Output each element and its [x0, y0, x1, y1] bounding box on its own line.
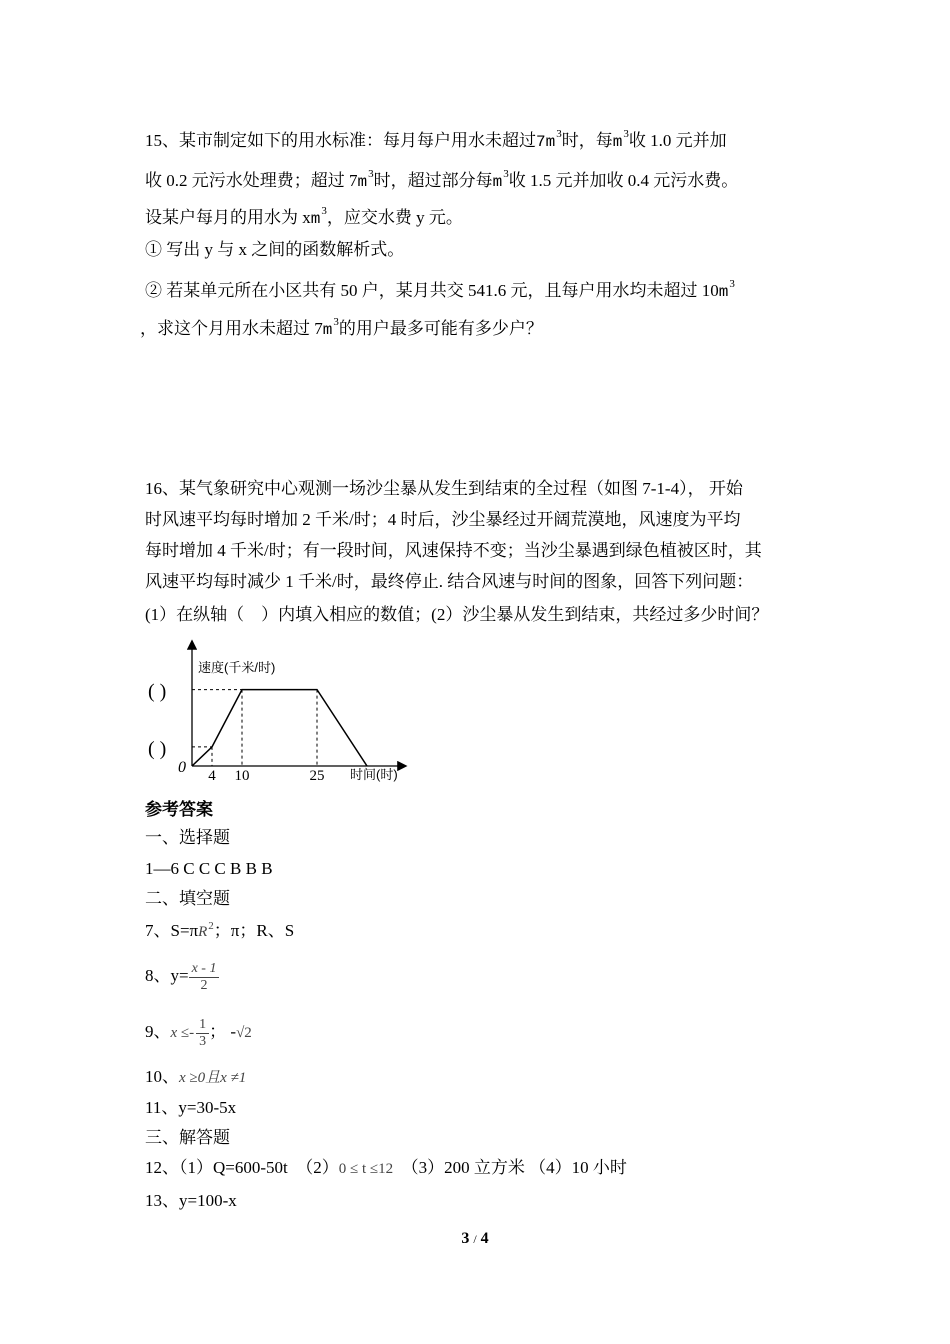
q16-line3: 每时增加 4 千米/时；有一段时间，风速保持不变；当沙尘暴遇到绿色植被区时，其	[145, 541, 762, 560]
section-3: 三、解答题	[145, 1128, 230, 1147]
y-tick-labels	[148, 681, 166, 760]
q16-line2: 时风速平均每时增加 2 千米/时；4 时后，沙尘暴经过开阔荒漠地，风速度为平均	[145, 510, 741, 529]
y-tick-blank: ( )	[148, 680, 167, 703]
y-axis-label: 速度(千米/时)	[198, 660, 276, 675]
x-tick-label: 4	[208, 768, 216, 784]
answer-13: 13、y=100-x	[145, 1191, 237, 1210]
answer-7: 7、$S=\pi R^2$；π；R、S	[145, 920, 295, 940]
x-tick-labels	[208, 768, 324, 784]
answer-9: 9、x ≤- $\frac{1}{3}$ ； -√2	[145, 1016, 252, 1049]
wind-speed-line	[192, 690, 367, 766]
x-tick-label: 10	[234, 768, 250, 784]
x-tick-label: 25	[309, 768, 325, 784]
q16-line5: (1）在纵轴（ ）内填入相应的数值；(2）沙尘暴从发生到结束，共经过多少时间？	[145, 605, 769, 624]
answers-heading: 参考答案	[145, 800, 213, 819]
answer-12: 12、（1）Q=600-50t （2）0 ≤ t ≤12 （3）200 立方米 （4）10 小时	[145, 1158, 627, 1177]
section-2: 二、填空题	[145, 889, 230, 908]
wind-speed-chart	[140, 636, 415, 786]
answer-8: 8、y= $\frac{x - 1}{2}$	[145, 956, 815, 996]
q15-line3: 设某户每月的用水为 $xm^3$，应交水费 y 元。	[145, 205, 463, 228]
answer-10: 10、x ≥0且x ≠1	[145, 1067, 247, 1086]
origin-label: 0	[178, 759, 186, 776]
q15-line1: 15、某市制定如下的用水标准：每月每户用水未超过$7m^3$时，每$m^3$收 1.0 元并加	[145, 128, 727, 151]
answer-11: 11、y=30-5x	[145, 1098, 237, 1117]
q16-line1: 16、某气象研究中心观测一场沙尘暴从发生到结束的全过程（如图 7-1-4）， 开始	[145, 479, 743, 498]
dashed-guides	[192, 690, 317, 766]
answer-1-6: 1—6 C C C B B B	[145, 859, 273, 878]
q15-line2: 收 0.2 元污水处理费；超过 $7m^3$时，超过部分每$m^3$收 1.5 元并加收 0.4 元污水费。	[145, 168, 739, 191]
q15-item1: ① 写出 y 与 x 之间的函数解析式。	[145, 240, 405, 259]
section-1: 一、选择题	[145, 828, 230, 847]
y-tick-blank: ( )	[148, 737, 167, 760]
q15-item2: ② 若某单元所在小区共有 50 户，某月共交 541.6 元，且每户用水均未超过 $10m^3$	[145, 278, 735, 301]
q16-line4: 风速平均每时减少 1 千米/时，最终停止. 结合风速与时间的图象，回答下列问题：	[145, 572, 754, 591]
q15-item2-cont: ，求这个月用水未超过 $7m^3$的用户最多可能有多少户？	[140, 316, 543, 339]
x-axis-label: 时间(时)	[350, 767, 398, 782]
page-number: 3 / 4	[461, 1230, 489, 1247]
